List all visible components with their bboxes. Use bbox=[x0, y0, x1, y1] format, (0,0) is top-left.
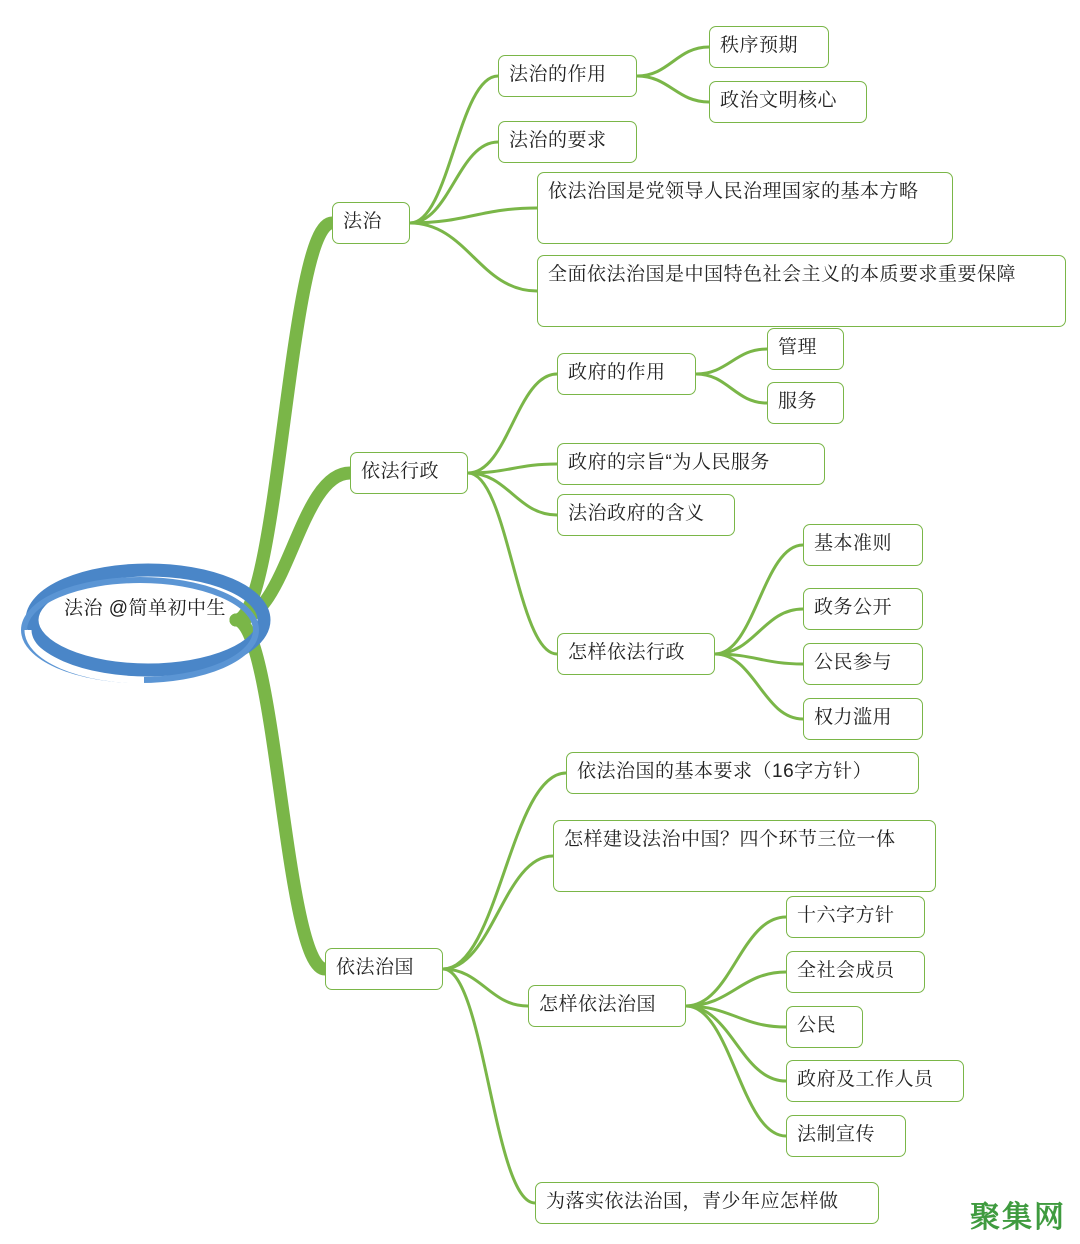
mindmap-node[interactable]: 法治的作用 bbox=[498, 55, 637, 97]
connector bbox=[715, 545, 803, 654]
mindmap-node[interactable]: 政务公开 bbox=[803, 588, 923, 630]
connector bbox=[468, 473, 557, 654]
connector bbox=[696, 374, 767, 403]
mindmap-node[interactable]: 基本准则 bbox=[803, 524, 923, 566]
mindmap-node[interactable]: 政治文明核心 bbox=[709, 81, 867, 123]
connector bbox=[443, 969, 528, 1006]
connector bbox=[715, 609, 803, 654]
mindmap-node[interactable]: 权力滥用 bbox=[803, 698, 923, 740]
mindmap-node[interactable]: 为落实依法治国，青少年应怎样做 bbox=[535, 1182, 879, 1224]
root-label: 法治 @简单初中生 bbox=[63, 598, 227, 619]
mindmap-node[interactable]: 十六字方针 bbox=[786, 896, 925, 938]
mindmap-node[interactable]: 法治的要求 bbox=[498, 121, 637, 163]
mindmap-node[interactable]: 管理 bbox=[767, 328, 844, 370]
connector bbox=[410, 223, 537, 291]
mindmap-node[interactable]: 政府的宗旨“为人民服务 bbox=[557, 443, 825, 485]
mindmap-node[interactable]: 公民 bbox=[786, 1006, 863, 1048]
mindmap-node[interactable]: 怎样建设法治中国？四个环节三位一体 bbox=[553, 820, 936, 892]
root-node[interactable] bbox=[14, 552, 276, 700]
mindmap-node[interactable]: 依法治国是党领导人民治理国家的基本方略 bbox=[537, 172, 953, 244]
watermark: 聚集网 bbox=[970, 1200, 1066, 1235]
mindmap-node[interactable]: 秩序预期 bbox=[709, 26, 829, 68]
connector bbox=[696, 349, 767, 374]
mindmap-node[interactable]: 依法治国 bbox=[325, 948, 443, 990]
connector bbox=[410, 76, 498, 223]
mindmap-node[interactable]: 依法治国的基本要求（16字方针） bbox=[566, 752, 919, 794]
mindmap-node[interactable]: 依法行政 bbox=[350, 452, 468, 494]
mindmap-node[interactable]: 服务 bbox=[767, 382, 844, 424]
mindmap-node[interactable]: 怎样依法治国 bbox=[528, 985, 686, 1027]
mindmap-node[interactable]: 政府的作用 bbox=[557, 353, 696, 395]
connector bbox=[686, 917, 786, 1006]
mindmap-node[interactable]: 法治政府的含义 bbox=[557, 494, 735, 536]
root-ellipse-icon bbox=[14, 552, 276, 700]
mindmap-node[interactable]: 政府及工作人员 bbox=[786, 1060, 964, 1102]
mindmap-node[interactable]: 法制宣传 bbox=[786, 1115, 906, 1157]
mindmap-node[interactable]: 全面依法治国是中国特色社会主义的本质要求重要保障 bbox=[537, 255, 1066, 327]
connector bbox=[468, 374, 557, 473]
mindmap-node[interactable]: 怎样依法行政 bbox=[557, 633, 715, 675]
connector bbox=[443, 856, 553, 969]
mindmap-node[interactable]: 公民参与 bbox=[803, 643, 923, 685]
mindmap-node[interactable]: 全社会成员 bbox=[786, 951, 925, 993]
connector bbox=[637, 76, 709, 102]
connector bbox=[637, 47, 709, 76]
mindmap-node[interactable]: 法治 bbox=[332, 202, 410, 244]
connector bbox=[443, 773, 566, 969]
